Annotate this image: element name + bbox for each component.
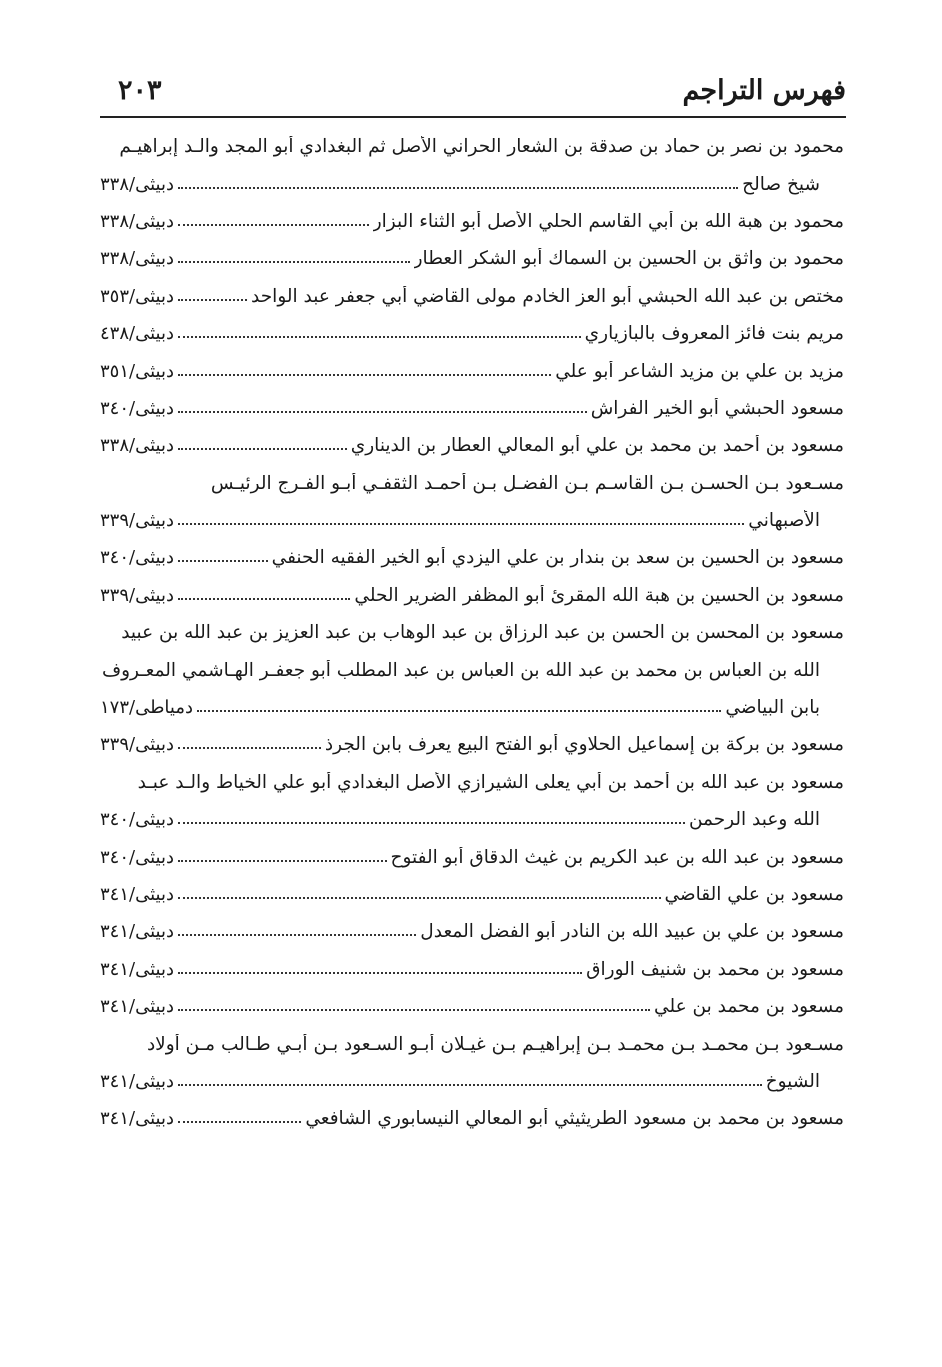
leader-dots xyxy=(178,859,387,862)
entry-text: بابن البياضي xyxy=(725,697,820,719)
leader-dots xyxy=(178,746,321,749)
entry-line xyxy=(100,726,844,763)
entry-line xyxy=(100,1025,844,1062)
entry-line xyxy=(100,240,844,277)
entry-continuation-line xyxy=(100,502,844,539)
entry-text: مسعود بن محمد بن علي xyxy=(654,996,844,1018)
entry-line xyxy=(100,278,844,315)
entry-reference: دبيثى/٣٤٠ xyxy=(100,846,174,868)
entry-text: الله وعبد الرحمن xyxy=(688,809,820,831)
entry-reference: دبيثى/٣٣٨ xyxy=(100,210,174,232)
entry-text: محمود بن واثق بن الحسين بن السماك أبو الشكر العطار xyxy=(413,248,844,270)
entry-reference: دبيثى/٣٥٣ xyxy=(100,285,174,307)
index-entries xyxy=(100,128,844,1138)
leader-dots xyxy=(178,1120,301,1123)
leader-dots xyxy=(178,821,685,824)
entry-reference: دبيثى/٣٤٠ xyxy=(100,547,174,569)
entry-line xyxy=(100,913,844,950)
entry-line xyxy=(100,128,844,165)
entry-reference: دبيثى/٣٤١ xyxy=(100,958,174,980)
entry-text: الله بن العباس بن محمد بن عبد الله بن العباس بن عبد المطلب أبو جعفـر الهـاشمي المعـروف xyxy=(101,659,820,681)
entry-line xyxy=(100,315,844,352)
leader-dots xyxy=(178,260,410,263)
entry-line xyxy=(100,465,844,502)
entry-text: مسـعود بـن محمـد بـن محمـد بـن إبراهيـم بـن غيـلان أبـو السـعود بـن أبـي طـالب مـن أولاد xyxy=(146,1033,844,1055)
entry-text: مسعود بن الحسين بن سعد بن بندار بن علي اليزدي أبو الخير الفقيه الحنفي xyxy=(271,547,844,569)
entry-reference: دبيثى/٣٣٩ xyxy=(100,510,174,532)
entry-reference: دبيثى/٣٤٠ xyxy=(100,809,174,831)
leader-dots xyxy=(178,597,350,600)
running-title: فهرس التراجم xyxy=(682,75,846,106)
entry-text: الأصبهاني xyxy=(748,510,820,532)
entry-reference: دبيثى/٤٣٨ xyxy=(100,323,174,345)
header-rule xyxy=(100,116,846,118)
leader-dots xyxy=(178,1083,762,1086)
entry-reference: دبيثى/٣٣٨ xyxy=(100,248,174,270)
entry-continuation-line xyxy=(100,1063,844,1100)
entry-text: مسـعود بـن الحسـن بـن القاسـم بـن الفضـل بـن أحمـد الثقفـي أبـو الفـرج الرئيـس xyxy=(210,472,844,494)
entry-text: مسعود بن عبد الله بن عبد الكريم بن غيث الدقاق أبو الفتوح xyxy=(390,846,844,868)
leader-dots xyxy=(178,1008,650,1011)
entry-line xyxy=(100,764,844,801)
entry-text: مسعود بن محمد بن مسعود الطريثيثي أبو المعالي النيسابوري الشافعي xyxy=(305,1108,844,1130)
leader-dots xyxy=(178,971,582,974)
entry-continuation-line xyxy=(100,165,844,202)
entry-text: مسعود الحبشي أبو الخير الفراش xyxy=(590,397,844,419)
entry-continuation-line xyxy=(100,801,844,838)
entry-line xyxy=(100,577,844,614)
leader-dots xyxy=(178,298,247,301)
entry-reference: دبيثى/٣٣٨ xyxy=(100,173,174,195)
entry-line xyxy=(100,876,844,913)
entry-line xyxy=(100,951,844,988)
leader-dots xyxy=(178,410,587,413)
entry-reference: دبيثى/٣٤١ xyxy=(100,1108,174,1130)
entry-text: مسعود بن أحمد بن محمد بن علي أبو المعالي العطار بن الديناري xyxy=(350,435,844,457)
entry-text: مسعود بن علي القاضي xyxy=(664,884,844,905)
page-number: ٢٠٣ xyxy=(118,75,162,106)
entry-text: مسعود بن الحسين بن هبة الله المقرئ أبو المظفر الضرير الحلي xyxy=(354,584,844,606)
entry-line xyxy=(100,1100,844,1137)
leader-dots xyxy=(178,933,416,936)
entry-reference: دبيثى/٣٣٨ xyxy=(100,435,174,457)
entry-line xyxy=(100,352,844,389)
leader-dots xyxy=(178,522,744,525)
entry-text: الشيوخ xyxy=(765,1070,820,1092)
entry-reference: دبيثى/٣٤١ xyxy=(100,884,174,905)
entry-text: محمود بن هبة الله بن أبي القاسم الحلي الأصل أبو الثناء البزار xyxy=(372,210,844,232)
entry-reference: دبيثى/٣٣٩ xyxy=(100,734,174,756)
entry-text: شيخ صالح xyxy=(742,173,820,195)
entry-line xyxy=(100,203,844,240)
entry-line xyxy=(100,838,844,875)
leader-dots xyxy=(178,223,369,226)
entry-text: مختص بن عبد الله الحبشي أبو العز الخادم مولى القاضي أبي جعفر عبد الواحد xyxy=(251,285,844,307)
leader-dots xyxy=(178,186,738,189)
entry-reference: دبيثى/٣٣٩ xyxy=(100,584,174,606)
entry-line xyxy=(100,539,844,576)
leader-dots xyxy=(178,373,551,376)
entry-reference: دبيثى/٣٤١ xyxy=(100,1070,174,1092)
leader-dots xyxy=(178,447,347,450)
entry-reference: دبيثى/٣٤١ xyxy=(100,921,174,943)
entry-text: مسعود بن بركة بن إسماعيل الحلاوي أبو الفتح البيع يعرف بابن الجرذ xyxy=(324,734,844,756)
entry-text: محمود بن نصر بن حماد بن صدقة بن الشعار الحراني الأصل ثم البغدادي أبو المجد والـد إبراهيـم xyxy=(119,136,844,158)
page-header xyxy=(118,56,846,106)
entry-text: مسعود بن محمد بن شنيف الوراق xyxy=(586,958,844,980)
entry-line xyxy=(100,988,844,1025)
leader-dots xyxy=(197,709,721,712)
entry-line xyxy=(100,390,844,427)
entry-continuation-line xyxy=(100,651,844,688)
entry-reference: دبيثى/٣٥١ xyxy=(100,360,174,382)
entry-text: مريم بنت فائز المعروف بالبازياري xyxy=(584,323,844,345)
entry-text: مسعود بن المحسن بن الحسن بن عبد الرزاق بن عبد الوهاب بن عبد العزيز بن عبد الله بن عبيد xyxy=(121,622,844,644)
entry-reference: دمياطى/١٧٣ xyxy=(100,697,193,719)
leader-dots xyxy=(178,896,661,899)
entry-reference: دبيثى/٣٤٠ xyxy=(100,397,174,419)
entry-line xyxy=(100,614,844,651)
entry-text: مسعود بن علي بن عبيد الله بن النادر أبو الفضل المعدل xyxy=(420,921,844,943)
leader-dots xyxy=(178,335,581,338)
entry-text: مزيد بن علي بن مزيد الشاعر أبو علي xyxy=(555,360,844,382)
entry-reference: دبيثى/٣٤١ xyxy=(100,996,174,1018)
leader-dots xyxy=(178,559,268,562)
entry-line xyxy=(100,427,844,464)
entry-continuation-line xyxy=(100,689,844,726)
entry-text: مسعود بن عبد الله بن أحمد بن أبي يعلى الشيرازي الأصل البغدادي أبو علي الخياط والـد عبـد xyxy=(137,771,844,793)
